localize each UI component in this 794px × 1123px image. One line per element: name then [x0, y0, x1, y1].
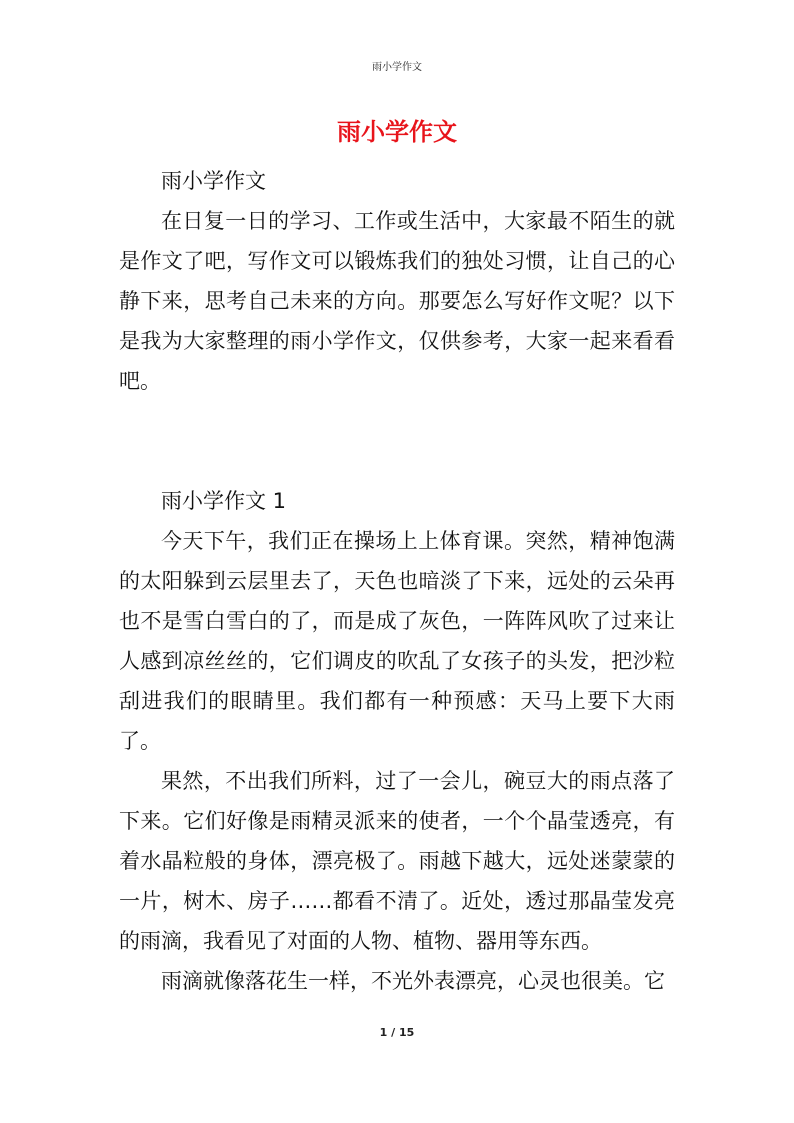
document-title: 雨小学作文	[337, 118, 457, 146]
essay-paragraph: 雨滴就像落花生一样，不光外表漂亮，心灵也很美。它	[161, 969, 665, 993]
essay-paragraph: 果然，不出我们所料，过了一会儿，碗豆大的雨点落了下来。它们好像是雨精灵派来的使者，一个个晶莹透亮，有着水晶粒般的身体，漂亮极了。雨越下越大，远处迷蒙蒙的一片，树木、房子……都看不清了。近处，透过那晶莹发亮的雨滴，我看见了对面的人物、植物、器用等东西。	[119, 769, 675, 953]
running-header: 雨小学作文	[372, 62, 422, 73]
page-number: 1 / 15	[379, 1026, 415, 1039]
essay-paragraph: 今天下午，我们正在操场上上体育课。突然，精神饱满的太阳躲到云层里去了，天色也暗淡了下来，远处的云朵再也不是雪白雪白的了，而是成了灰色，一阵阵风吹了过来让人感到凉丝丝的，它们调皮的吹乱了女孩子的头发，把沙粒刮进我们的眼睛里。我们都有一种预感：天马上要下大雨了。	[119, 529, 675, 753]
intro-paragraph: 在日复一日的学习、工作或生活中，大家最不陌生的就是作文了吧，写作文可以锻炼我们的独处习惯，让自己的心静下来，思考自己未来的方向。那要怎么写好作文呢？以下是我为大家整理的雨小学作文，仅供参考，大家一起来看看吧。	[119, 209, 675, 393]
paragraph-spacer	[119, 401, 675, 481]
section-heading-essay-1: 雨小学作文 1	[161, 489, 287, 513]
section-heading-intro: 雨小学作文	[161, 169, 266, 193]
document-body	[119, 161, 675, 1001]
